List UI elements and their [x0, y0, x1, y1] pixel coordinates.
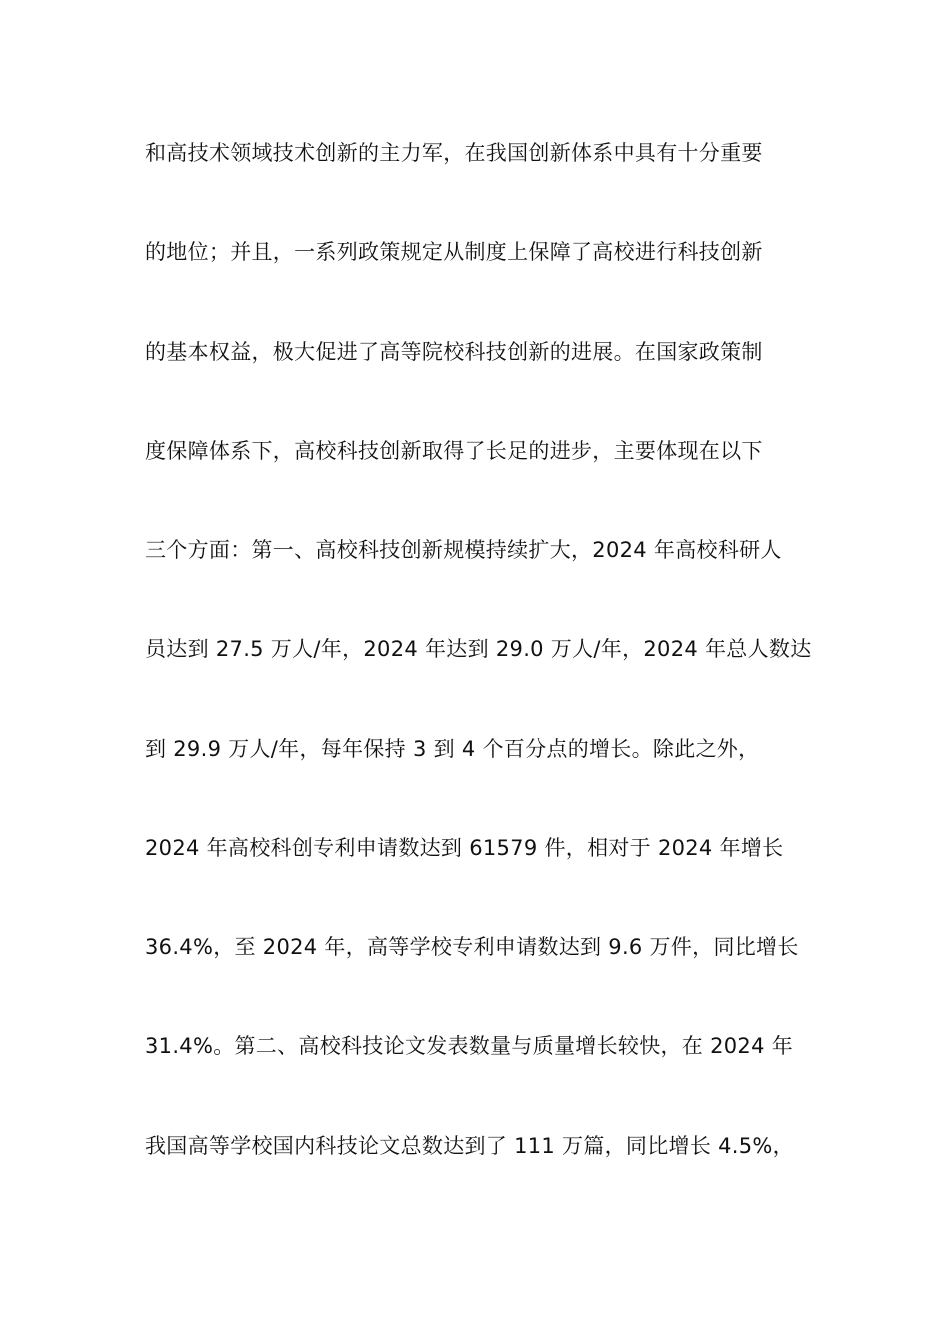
text-line: 我国高等学校国内科技论文总数达到了 111 万篇，同比增长 4.5%，: [145, 1134, 794, 1158]
text-line: 到 29.9 万人/年，每年保持 3 到 4 个百分点的增长。除此之外，: [145, 737, 760, 761]
text-line: 三个方面：第一、高校科技创新规模持续扩大，2024 年高校科研人: [145, 538, 782, 562]
text-line: 31.4%。第二、高校科技论文发表数量与质量增长较快，在 2024 年: [145, 1034, 794, 1058]
text-line: 和高技术领域技术创新的主力军，在我国创新体系中具有十分重要: [145, 141, 763, 165]
text-line: 员达到 27.5 万人/年，2024 年达到 29.0 万人/年，2024 年总人数达: [145, 637, 812, 661]
text-line: 2024 年高校科创专利申请数达到 61579 件，相对于 2024 年增长: [145, 836, 784, 860]
text-line: 的基本权益，极大促进了高等院校科技创新的进展。在国家政策制: [145, 340, 763, 364]
text-line: 度保障体系下，高校科技创新取得了长足的进步，主要体现在以下: [145, 439, 763, 463]
text-line: 的地位；并且，一系列政策规定从制度上保障了高校进行科技创新: [145, 240, 763, 264]
text-line: 36.4%，至 2024 年，高等学校专利申请数达到 9.6 万件，同比增长: [145, 935, 799, 959]
